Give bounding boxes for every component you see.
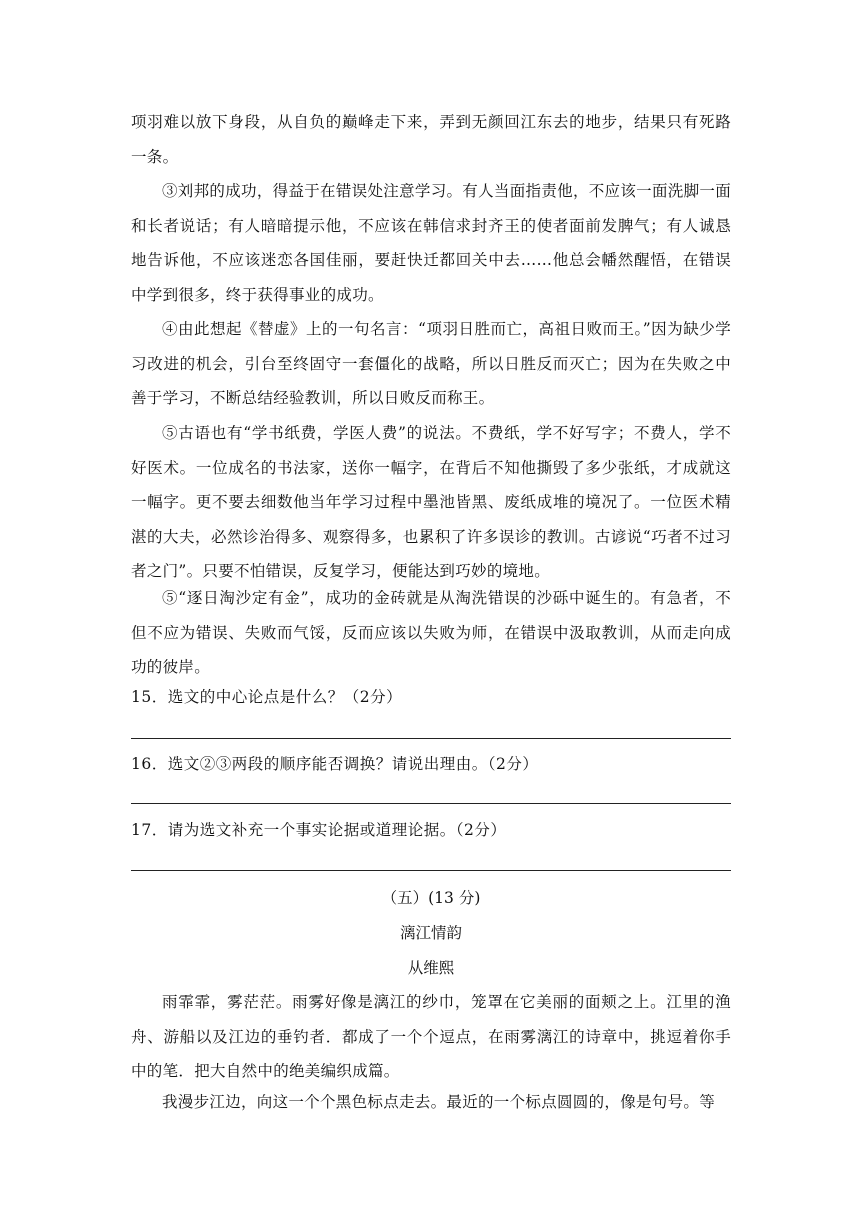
paragraph-continued: 项羽难以放下身段，从自负的巅峰走下来，弄到无颜回江东去的地步，结果只有死路一条。 (131, 113, 731, 166)
essay-paragraph-2: 我漫步江边，向这一个个黑色标点走去。最近的一个标点圆圆的，像是句号。等 (162, 1093, 716, 1111)
answer-line-15[interactable] (131, 738, 731, 739)
paragraph-6: ⑤“逐日淘沙定有金”，成功的金砖就是从淘洗错误的沙砾中诞生的。有急者，不但不应为错误、失败而气馁，反而应该以失败为师，在错误中汲取教训，从而走向成功的彼岸。 (131, 589, 731, 676)
answer-line-17[interactable] (131, 870, 731, 871)
answer-line-16[interactable] (131, 803, 731, 804)
paragraph-4: ④由此想起《替虚》上的一句名言：“项羽日胜而亡，高祖日败而王。”因为缺少学习改进的机会，引台至终固守一套僵化的战略，所以日胜反而灭亡；因为在失败之中善于学习，不断总结经验教训，所以日败反而称王。 (131, 320, 731, 407)
question-15: 15．选文的中心论点是什么？（2分） (131, 688, 403, 706)
essay-paragraph-1: 雨霏霏，雾茫茫。雨雾好像是漓江的纱巾，笼罩在它美丽的面颊之上。江里的渔舟、游船以及江边的垂钓者．都成了一个个逗点，在雨雾漓江的诗章中，挑逗着你手中的笔．把大自然中的绝美编织成篇。 (131, 993, 731, 1080)
paragraph-3: ③刘邦的成功，得益于在错误处注意学习。有人当面指责他，不应该一面洗脚一面和长者说话；有人暗暗提示他，不应该在韩信求封齐王的使者面前发脾气；有人诚恳地告诉他，不应该迷恋各国佳丽，要赶快迁都回关中去……他总会幡然醒悟，在错误中学到很多，终于获得事业的成功。 (131, 182, 731, 304)
question-17: 17．请为选文补充一个事实论据或道理论据。（2分） (131, 821, 507, 839)
essay-title: 漓江情韵 (399, 924, 462, 942)
essay-author: 从维熙 (407, 959, 455, 977)
paragraph-5: ⑤古语也有“学书纸费，学医人费”的说法。不费纸，学不好写字；不费人，学不好医术。一位成名的书法家，送你一幅字，在背后不知他撕毁了多少张纸，才成就这一幅字。更不要去细数他当年学习过程中墨池皆黑、废纸成堆的境况了。一位医术精湛的大夫，必然诊治得多、观察得多，也累积了许多误诊的教训。古谚说“巧者不过习者之门”。只要不怕错误，反复学习，便能达到巧妙的境地。 (131, 424, 731, 580)
section-heading: （五）(13 分) (381, 889, 481, 907)
question-16: 16．选文②③两段的顺序能否调换？请说出理由。（2分） (131, 755, 539, 773)
